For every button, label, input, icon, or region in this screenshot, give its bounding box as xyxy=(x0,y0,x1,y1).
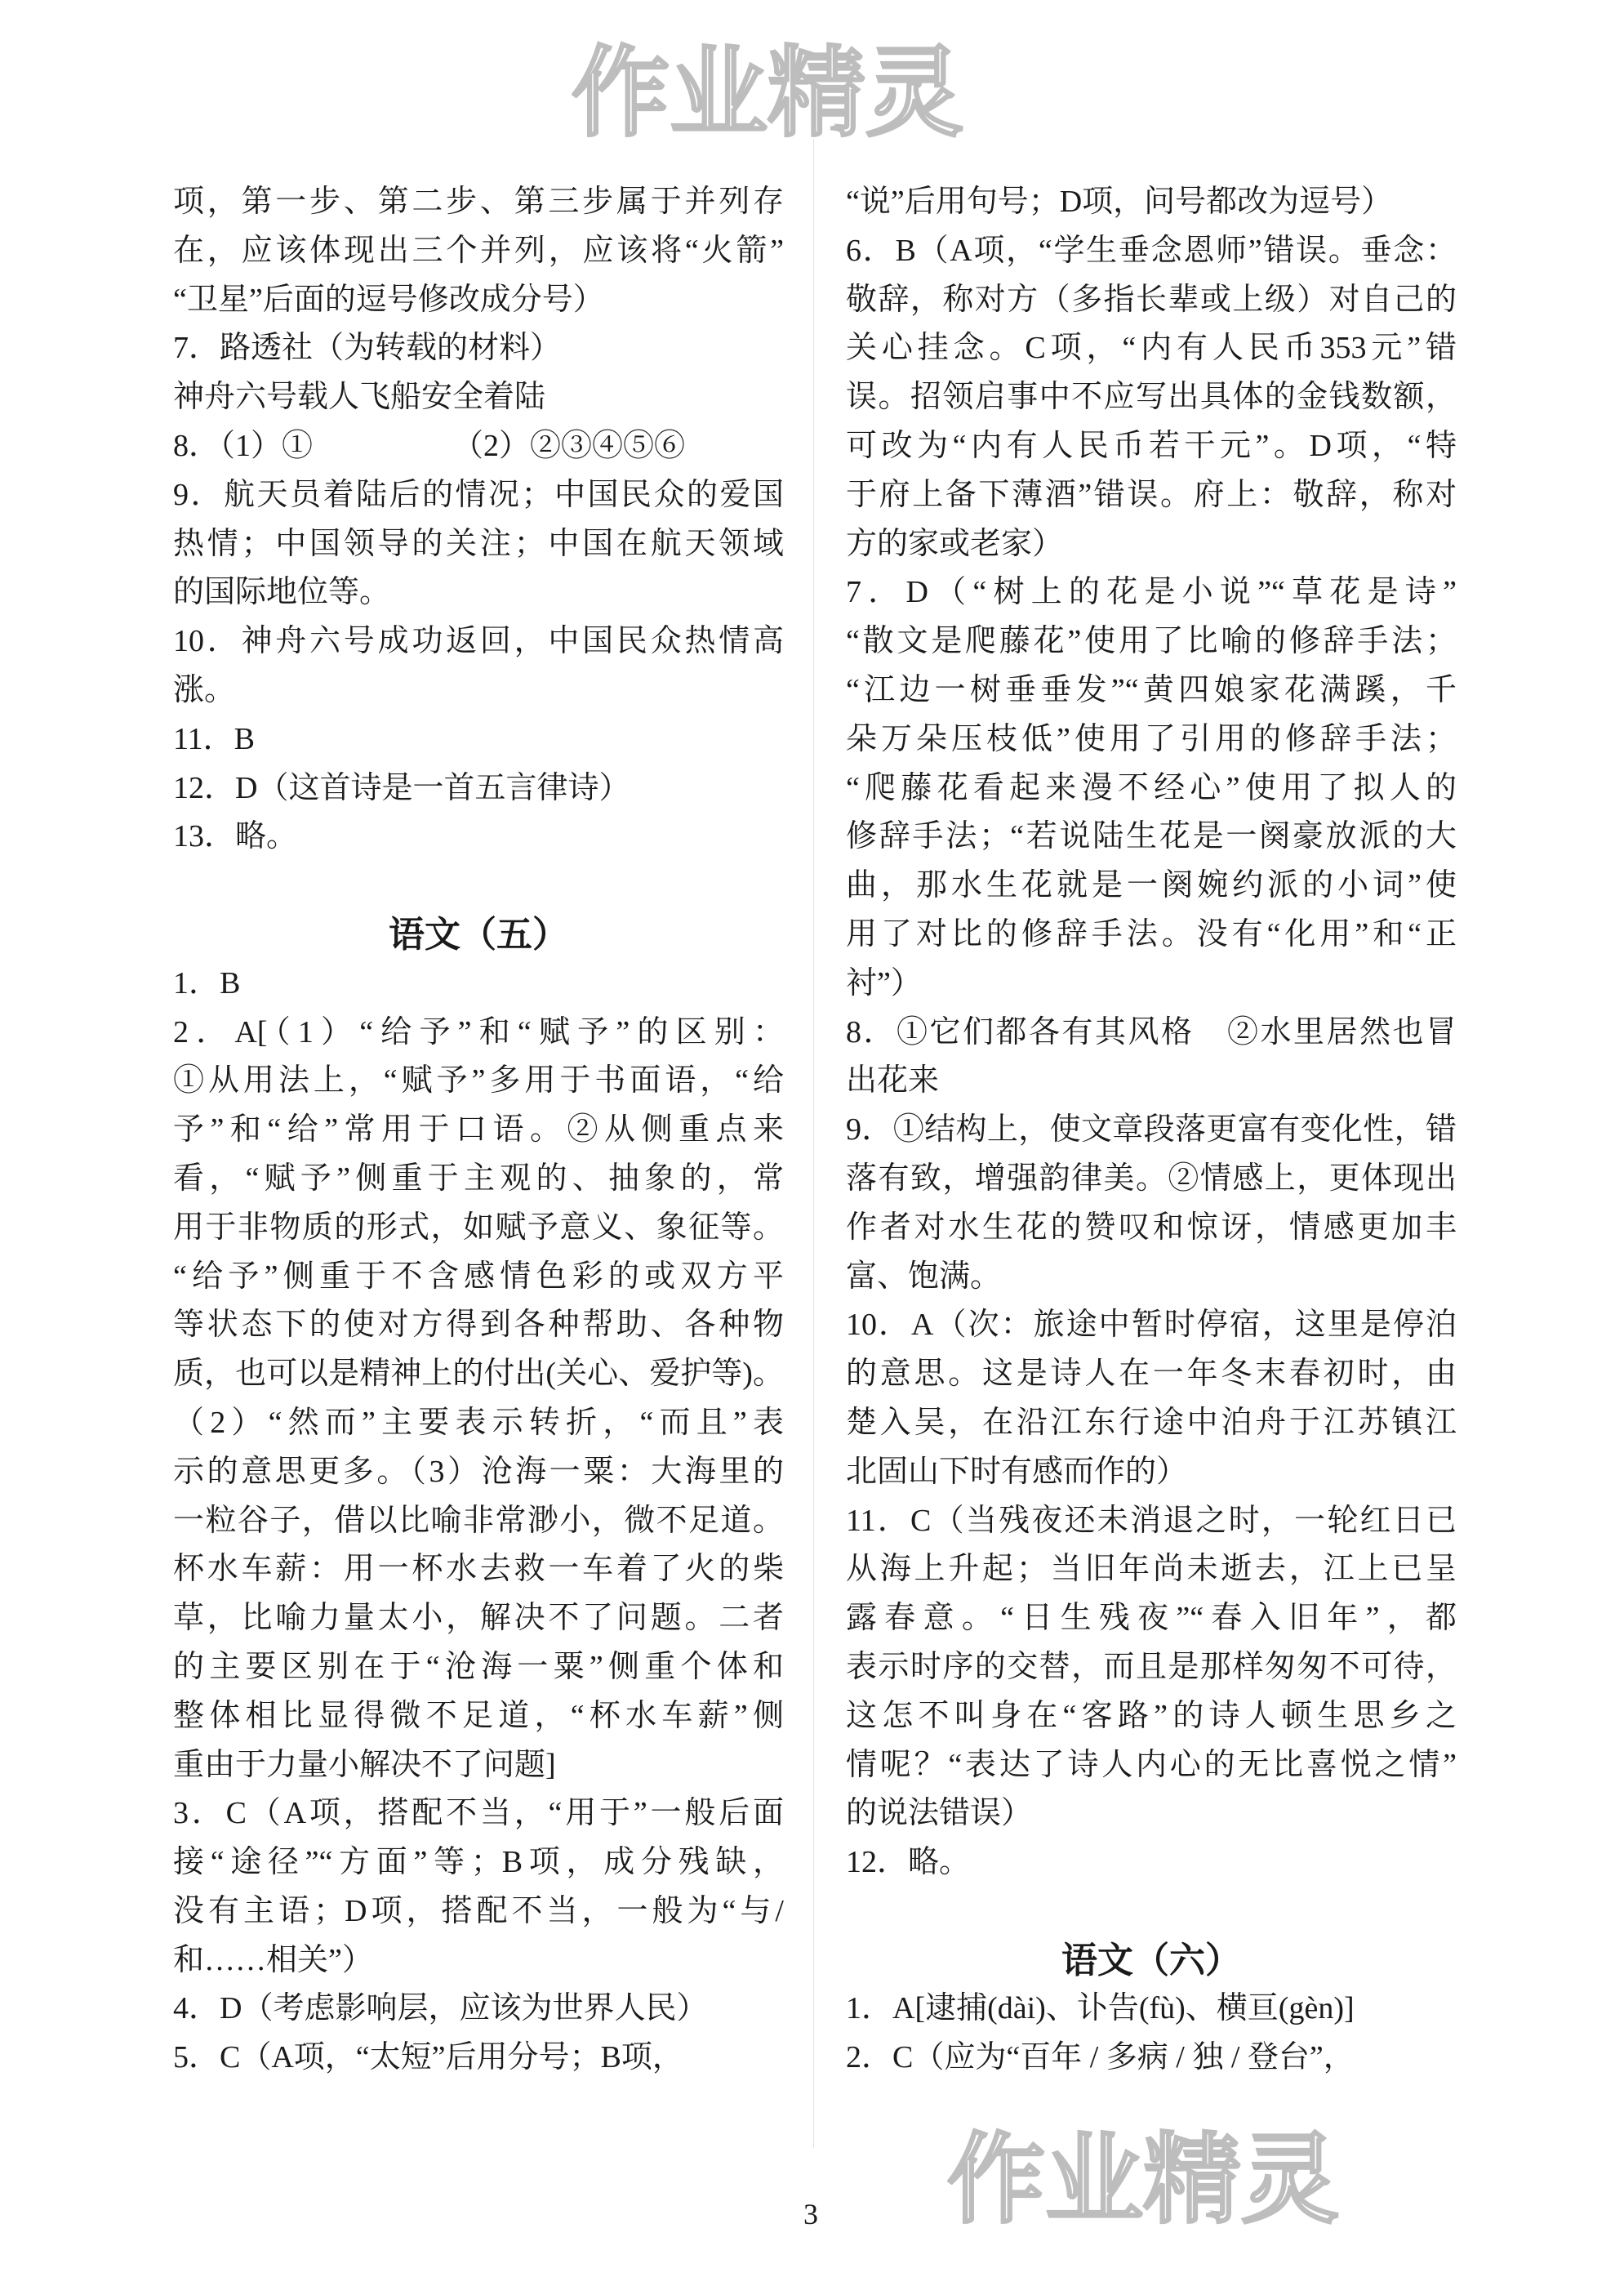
answer-line: 的主要区别在于“沧海一粟”侧重个体和 xyxy=(173,1649,784,1684)
answer-line: “卫星”后面的逗号修改成分号） xyxy=(173,282,604,317)
answer-line: 这怎不叫身在“客路”的诗人顿生思乡之 xyxy=(846,1698,1457,1733)
answer-line: 在，应该体现出三个并列，应该将“火箭” xyxy=(173,233,784,268)
answer-line: 露春意。“日生残夜”“春入旧年”，都 xyxy=(846,1601,1457,1636)
answer-line: 5．C（A项，“太短”后用分号；B项， xyxy=(173,2040,683,2075)
answer-line: 13．略。 xyxy=(173,819,298,854)
answer-line: 11．B xyxy=(173,721,255,756)
answer-line: 11．C（当残夜还未消退之时，一轮红日已 xyxy=(846,1503,1457,1538)
answer-line: 1．A[逮捕(dài)、讣告(fù)、横亘(gèn)] xyxy=(846,1991,1355,2026)
answer-line: 予”和“给”常用于口语。②从侧重点来 xyxy=(173,1112,784,1148)
answer-line: （2）“然而”主要表示转折，“而且”表 xyxy=(173,1405,784,1440)
answer-line: 12．略。 xyxy=(846,1845,971,1880)
answer-line: 等状态下的使对方得到各种帮助、各种物 xyxy=(173,1308,784,1343)
answer-line: “给予”侧重于不含感情色彩的或双方平 xyxy=(173,1259,784,1294)
answer-line: “江边一树垂垂发”“黄四娘家花满蹊，千 xyxy=(846,672,1457,707)
answer-line: 2．A[（1）“给予”和“赋予”的区别： xyxy=(173,1014,784,1049)
answer-line: 衬”） xyxy=(846,965,922,1000)
watermark-top xyxy=(572,25,996,147)
watermark-text: 作业精灵 xyxy=(572,37,963,147)
answer-line: 和……相关”） xyxy=(173,1942,373,1977)
watermark-bottom xyxy=(947,2111,1404,2234)
page-number: 3 xyxy=(803,2198,818,2230)
answer-line: 从海上升起；当旧年尚未逝去，江上已呈 xyxy=(846,1552,1457,1587)
answer-line: 曲，那水生花就是一阕婉约派的小词”使 xyxy=(846,868,1457,903)
answer-line: 误。招领启事中不应写出具体的金钱数额， xyxy=(846,380,1457,415)
answer-line: “爬藤花看起来漫不经心”使用了拟人的 xyxy=(846,770,1457,805)
answer-line: 关心挂念。C项，“内有人民币353元”错 xyxy=(846,331,1457,366)
column-divider xyxy=(813,139,814,2148)
answer-line: 7．D（“树上的花是小说”“草花是诗” xyxy=(846,575,1457,610)
answer-line: 9．航天员着陆后的情况；中国民众的爱国 xyxy=(173,477,784,512)
answer-line: 用了对比的修辞手法。没有“化用”和“正 xyxy=(846,916,1457,951)
answer-line: 8．①它们都各有其风格 ②水里居然也冒 xyxy=(846,1014,1457,1049)
answer-line: 情呢？“表达了诗人内心的无比喜悦之情” xyxy=(846,1747,1457,1782)
answer-line: 重由于力量小解决不了问题] xyxy=(173,1747,556,1782)
answer-line: 质，也可以是精神上的付出(关心、爱护等)。 xyxy=(173,1357,784,1392)
answer-line: 朵万朵压枝低”使用了引用的修辞手法； xyxy=(846,721,1457,756)
answer-line: 用于非物质的形式，如赋予意义、象征等。 xyxy=(173,1210,784,1245)
answer-line: 的国际地位等。 xyxy=(173,575,391,610)
answer-line: 富、饱满。 xyxy=(846,1259,1002,1294)
answer-line: 出花来 xyxy=(846,1063,940,1098)
answer-line: 草，比喻力量太小，解决不了问题。二者 xyxy=(173,1601,784,1636)
watermark-text: 作业精灵 xyxy=(947,2123,1339,2234)
answer-line: 杯水车薪：用一杯水去救一车着了火的柴 xyxy=(173,1552,784,1587)
section-title: 语文（六） xyxy=(1061,1940,1241,1981)
answer-line: 看，“赋予”侧重于主观的、抽象的，常 xyxy=(173,1161,784,1196)
answer-line: 方的家或老家） xyxy=(846,526,1064,561)
answer-line: 热情；中国领导的关注；中国在航天领域 xyxy=(173,526,784,561)
section-title: 语文（五） xyxy=(389,914,568,955)
answer-line: “说”后用句号；D项，问号都改为逗号） xyxy=(846,185,1393,219)
answer-line: 楚入吴，在沿江东行途中泊舟于江苏镇江 xyxy=(846,1405,1457,1440)
answer-line: 项，第一步、第二步、第三步属于并列存 xyxy=(173,185,784,219)
answer-line: 接“途径”“方面”等；B项，成分残缺， xyxy=(173,1845,784,1880)
answer-line: 没有主语；D项，搭配不当，一般为“与/ xyxy=(173,1893,784,1928)
answer-line: 表示时序的交替，而且是那样匆匆不可待， xyxy=(846,1649,1457,1684)
answer-line: 修辞手法；“若说陆生花是一阕豪放派的大 xyxy=(846,819,1457,854)
answer-line: 示的意思更多。（3）沧海一粟：大海里的 xyxy=(173,1454,784,1489)
answer-line: 1．B xyxy=(173,965,241,1000)
answer-line: 可改为“内有人民币若干元”。D项，“特 xyxy=(846,428,1457,463)
answer-line: 10．神舟六号成功返回，中国民众热情高 xyxy=(173,624,784,659)
answer-line: 作者对水生花的赞叹和惊讶，情感更加丰 xyxy=(846,1210,1457,1245)
answer-line: 神舟六号载人飞船安全着陆 xyxy=(173,380,546,415)
answer-line: “散文是爬藤花”使用了比喻的修辞手法； xyxy=(846,624,1457,659)
answer-line: 落有致，增强韵律美。②情感上，更体现出 xyxy=(846,1161,1457,1196)
answer-line: 北固山下时有感而作的） xyxy=(846,1454,1188,1489)
answer-line: 4．D（考虑影响层，应该为世界人民） xyxy=(173,1991,708,2026)
answer-line: ①从用法上，“赋予”多用于书面语，“给 xyxy=(173,1063,784,1098)
answer-line: 12．D（这首诗是一首五言律诗） xyxy=(173,770,630,805)
left-column xyxy=(173,178,784,2083)
answer-line: 9．①结构上，使文章段落更富有变化性，错 xyxy=(846,1112,1457,1148)
answer-line: 3．C（A项，搭配不当，“用于”一般后面 xyxy=(173,1796,784,1831)
answer-line: 的意思。这是诗人在一年冬末春初时，由 xyxy=(846,1357,1457,1392)
answer-line: 的说法错误） xyxy=(846,1796,1033,1831)
answer-line: 10．A（次：旅途中暂时停宿，这里是停泊 xyxy=(846,1308,1457,1343)
answer-line: 7．路透社（为转载的材料） xyxy=(173,331,562,366)
answer-line: 涨。 xyxy=(173,672,236,707)
answer-line: 于府上备下薄酒”错误。府上：敬辞，称对 xyxy=(846,477,1457,512)
answer-line: 2．C（应为“百年 / 多病 / 独 / 登台”， xyxy=(846,2040,1355,2075)
answer-line: 8．（1）① （2）②③④⑤⑥ xyxy=(173,428,686,463)
answer-line: 6．B（A项，“学生垂念恩师”错误。垂念： xyxy=(846,233,1457,268)
answer-line: 一粒谷子，借以比喻非常渺小，微不足道。 xyxy=(173,1503,784,1538)
answer-line: 整体相比显得微不足道，“杯水车薪”侧 xyxy=(173,1698,784,1733)
right-column xyxy=(846,178,1457,2083)
answer-line: 敬辞，称对方（多指长辈或上级）对自己的 xyxy=(846,282,1457,317)
